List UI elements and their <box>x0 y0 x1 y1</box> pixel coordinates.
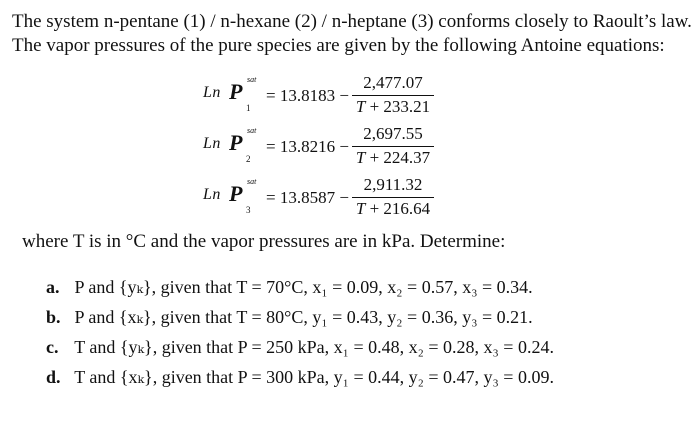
antoine-fraction <box>350 174 436 220</box>
intro-line-2: The vapor pressures of the pure species are given by the following Antoine equations: <box>12 35 665 56</box>
part-letter: a. <box>46 277 60 297</box>
temperature-symbol: T <box>355 148 366 167</box>
temperature-symbol: T <box>355 97 366 116</box>
antoine-fraction <box>350 123 436 169</box>
part-letter: b. <box>46 307 61 327</box>
ln-symbol: Ln <box>203 135 221 152</box>
antoine-constant-c: + 216.64 <box>365 199 431 218</box>
sat-superscript: sat <box>247 75 257 84</box>
question-part-a <box>46 275 554 305</box>
antoine-fraction <box>350 72 436 118</box>
antoine-denominator <box>350 147 436 169</box>
antoine-denominator <box>350 96 436 118</box>
species-subscript: 2 <box>246 154 251 164</box>
antoine-constant-b: 2,477.07 <box>363 73 423 92</box>
intro-line-1: The system n-pentane (1) / n-hexane (2) / n-heptane (3) conforms closely to Raoult’s law. <box>12 11 692 32</box>
temperature-symbol: T <box>355 199 366 218</box>
question-part-c <box>46 335 554 365</box>
antoine-equation-2 <box>203 123 463 173</box>
species-subscript: 3 <box>246 205 251 215</box>
part-letter: d. <box>46 367 61 387</box>
pressure-symbol: P <box>229 181 243 206</box>
part-text: T and {yₖ}, given that P = 250 kPa, x₁ = 0.48, x₂ = 0.28, x₃ = 0.24. <box>74 337 554 357</box>
antoine-constant-a: = 13.8587 − <box>266 188 349 207</box>
question-part-b <box>46 305 554 335</box>
antoine-constant-a: = 13.8183 − <box>266 86 349 105</box>
antoine-constant-a: = 13.8216 − <box>266 137 349 156</box>
antoine-constant-b: 2,911.32 <box>363 175 423 194</box>
question-parts-list <box>46 275 554 395</box>
sat-superscript: sat <box>247 126 257 135</box>
antoine-constant-c: + 224.37 <box>365 148 431 167</box>
problem-intro <box>12 10 692 58</box>
sat-superscript: sat <box>247 177 257 186</box>
antoine-constant-c: + 233.21 <box>365 97 431 116</box>
antoine-denominator <box>350 198 436 220</box>
pressure-symbol: P <box>229 79 243 104</box>
part-text: T and {xₖ}, given that P = 300 kPa, y₁ = 0.44, y₂ = 0.47, y₃ = 0.09. <box>74 367 554 387</box>
ln-symbol: Ln <box>203 186 221 203</box>
part-text: P and {yₖ}, given that T = 70°C, x₁ = 0.09, x₂ = 0.57, x₃ = 0.34. <box>74 277 533 297</box>
antoine-equation-1 <box>203 72 463 122</box>
antoine-equation-3 <box>203 174 463 224</box>
part-text: P and {xₖ}, given that T = 80°C, y₁ = 0.43, y₂ = 0.36, y₃ = 0.21. <box>74 307 533 327</box>
question-part-d <box>46 365 554 395</box>
part-letter: c. <box>46 337 59 357</box>
species-subscript: 1 <box>246 103 251 113</box>
antoine-constant-b: 2,697.55 <box>363 124 423 143</box>
ln-symbol: Ln <box>203 84 221 101</box>
units-statement: where T is in °C and the vapor pressures are in kPa. Determine: <box>22 231 506 252</box>
pressure-symbol: P <box>229 130 243 155</box>
